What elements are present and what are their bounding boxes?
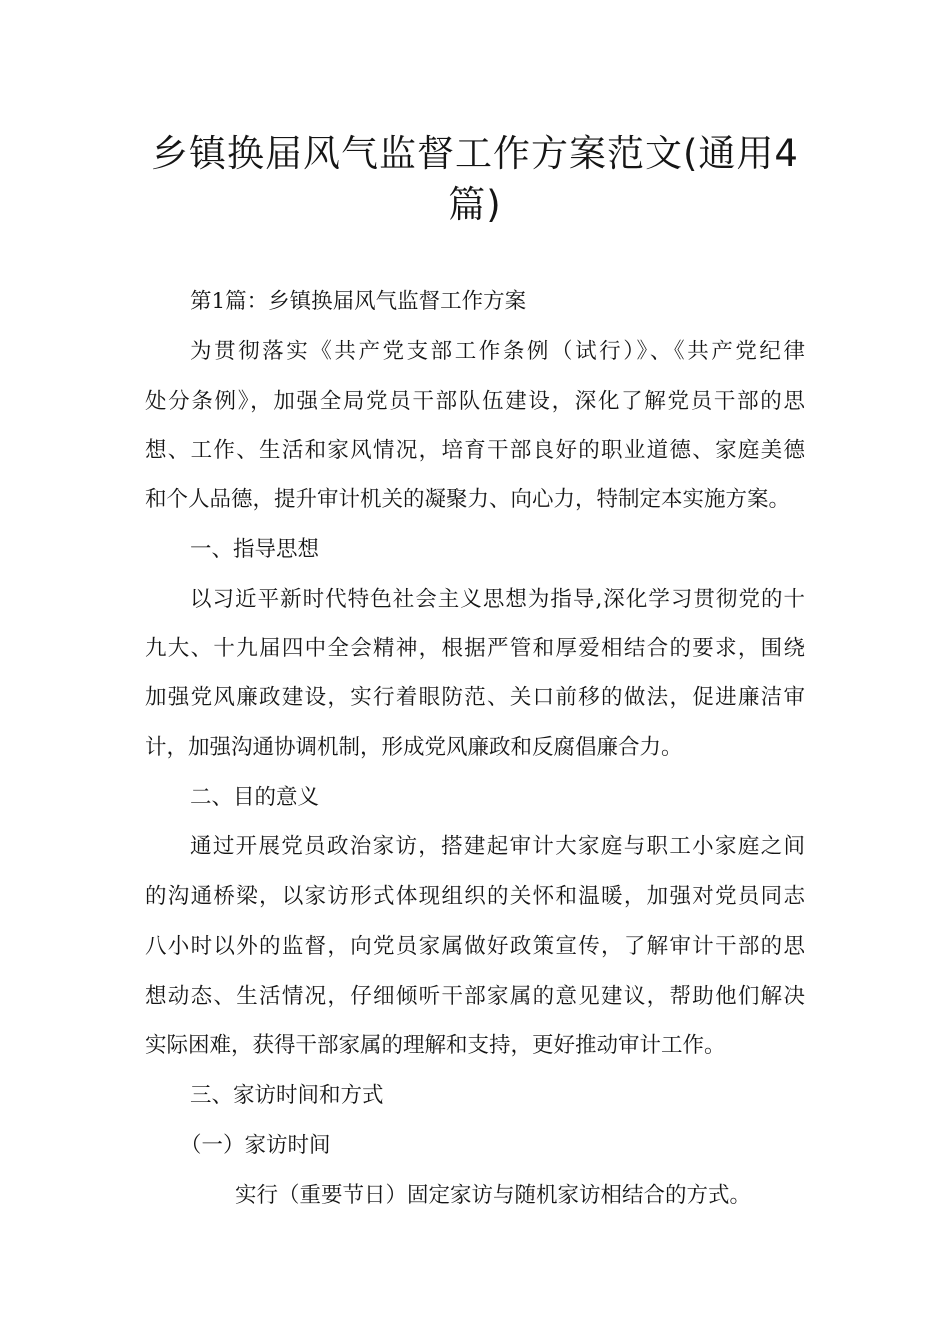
paragraph-line: 处分条例》，加强全局党员干部队伍建设，深化了解党员干部的思 bbox=[145, 389, 805, 414]
paragraph-line: 和个人品德，提升审计机关的凝聚力、向心力，特制定本实施方案。 bbox=[145, 487, 791, 512]
paragraph-line: 实行（重要节日）固定家访与随机家访相结合的方式。 bbox=[235, 1183, 752, 1208]
section-heading: 三、家访时间和方式 bbox=[190, 1083, 384, 1108]
paragraph-line: 实际困难，获得干部家属的理解和支持，更好推动审计工作。 bbox=[145, 1033, 726, 1058]
paragraph-line: 想、工作、生活和家风情况，培育干部良好的职业道德、家庭美德 bbox=[145, 438, 805, 463]
paragraph-line: 的沟通桥梁，以家访形式体现组织的关怀和温暖，加强对党员同志 bbox=[145, 884, 805, 909]
title-line-2: 篇) bbox=[448, 183, 502, 226]
title-line-1: 乡镇换届风气监督工作方案范文(通用4 bbox=[151, 132, 799, 175]
document-title bbox=[120, 128, 830, 230]
section-heading: 二、目的意义 bbox=[190, 785, 320, 810]
paragraph-line: 加强党风廉政建设，实行着眼防范、关口前移的做法，促进廉洁审 bbox=[145, 685, 805, 710]
subsection-heading: （一）家访时间 bbox=[180, 1133, 331, 1158]
paragraph-line: 为贯彻落实《共产党支部工作条例（试行）》、《共产党纪律 bbox=[190, 339, 805, 364]
paragraph-line: 九大、十九届四中全会精神，根据严管和厚爱相结合的要求，围绕 bbox=[145, 636, 805, 661]
section-heading: 一、指导思想 bbox=[190, 537, 320, 562]
paragraph-line: 以习近平新时代特色社会主义思想为指导,深化学习贯彻党的十 bbox=[190, 587, 805, 612]
chapter-heading: 第1篇：乡镇换届风气监督工作方案 bbox=[190, 289, 527, 314]
paragraph-line: 通过开展党员政治家访，搭建起审计大家庭与职工小家庭之间 bbox=[190, 834, 805, 859]
paragraph-line: 想动态、生活情况，仔细倾听干部家属的意见建议，帮助他们解决 bbox=[145, 984, 805, 1009]
paragraph-line: 八小时以外的监督，向党员家属做好政策宣传，了解审计干部的思 bbox=[145, 934, 805, 959]
paragraph-line: 计，加强沟通协调机制，形成党风廉政和反腐倡廉合力。 bbox=[145, 735, 683, 760]
